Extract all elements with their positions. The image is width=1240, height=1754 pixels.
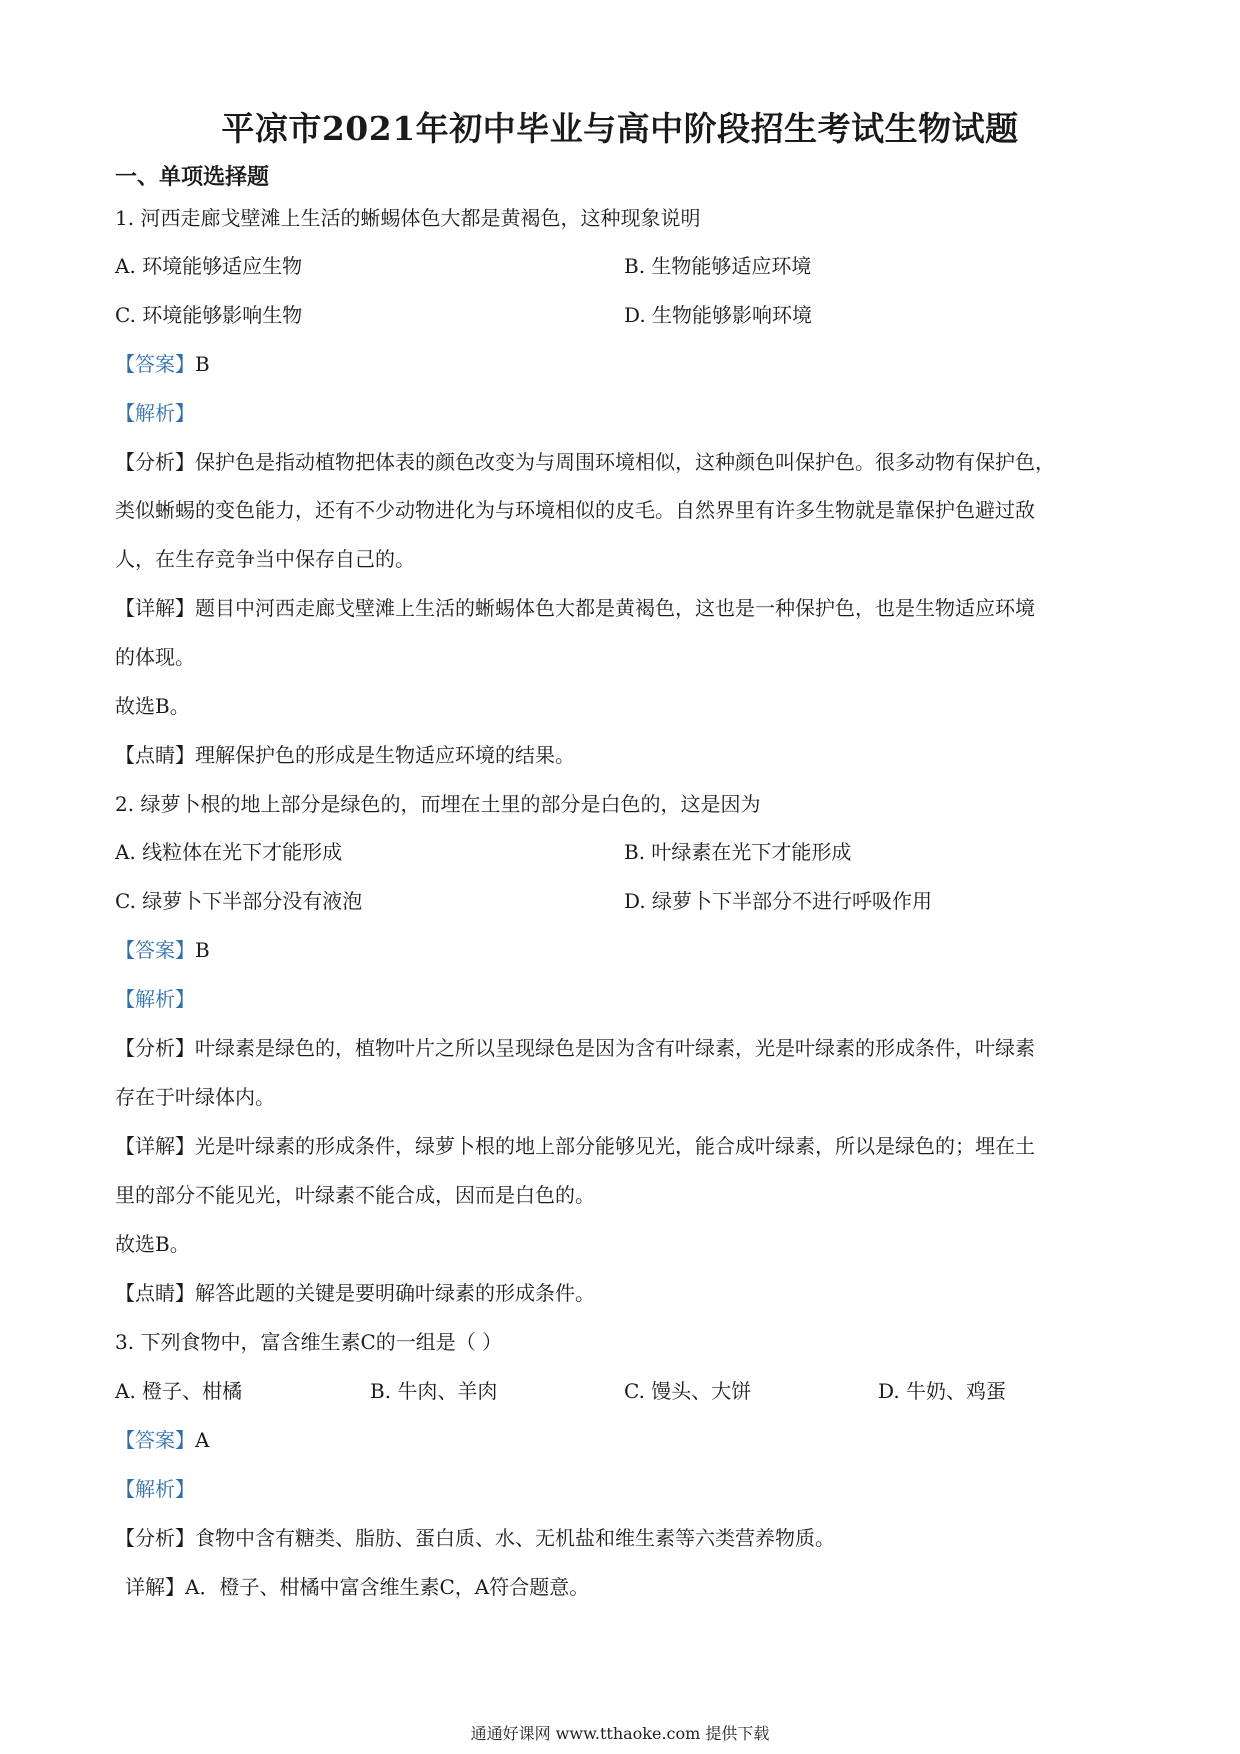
question-3-jiexi-label: 【解析】 [115,1477,195,1501]
question-2-analysis-1 [115,1034,1035,1062]
key-point-text: 理解保护色的形成是生物适应环境的结果。 [195,743,575,767]
answer-value: A [195,1428,210,1452]
question-1-detail-2: 的体现。 [115,645,195,669]
question-1-jiexi-label: 【解析】 [115,401,195,425]
detail-label: 【详解】 [115,596,195,620]
question-3-answer [115,1426,209,1454]
question-2-stem: 2. 绿萝卜根的地上部分是绿色的，而埋在土里的部分是白色的，这是因为 [115,792,761,816]
question-2-option-a: A. 线粒体在光下才能形成 [115,840,343,864]
page-title: 平凉市2021年初中毕业与高中阶段招生考试生物试题 [221,109,1019,148]
question-2-choice: 故选B。 [115,1232,190,1256]
answer-value: B [195,352,210,376]
question-2-analysis-2: 存在于叶绿体内。 [115,1085,275,1109]
analysis-text: 食物中含有糖类、脂肪、蛋白质、水、无机盐和维生素等六类营养物质。 [195,1526,835,1550]
question-2-jiexi-label: 【解析】 [115,987,195,1011]
question-1-option-c: C. 环境能够影响生物 [115,303,303,327]
question-2-key-point [115,1279,595,1307]
question-1-option-b: B. 生物能够适应环境 [624,254,812,278]
analysis-label: 【分析】 [115,1526,195,1550]
question-1-stem: 1. 河西走廊戈壁滩上生活的蜥蜴体色大都是黄褐色，这种现象说明 [115,206,701,230]
question-1-answer [115,350,210,378]
question-3-option-c: C. 馒头、大饼 [624,1379,752,1403]
analysis-label: 【分析】 [115,1036,195,1060]
question-1-option-a: A. 环境能够适应生物 [115,254,303,278]
key-point-label: 【点睛】 [115,743,195,767]
question-3-option-d: D. 牛奶、鸡蛋 [878,1379,1007,1403]
detail-label: 【详解】 [115,1134,195,1158]
key-point-text: 解答此题的关键是要明确叶绿素的形成条件。 [195,1281,595,1305]
analysis-text: 保护色是指动植物把体表的颜色改变为与周围环境相似，这种颜色叫保护色。很多动物有保护色， [195,450,1055,474]
question-3-option-b: B. 牛肉、羊肉 [370,1379,498,1403]
question-1-analysis-3: 人，在生存竞争当中保存自己的。 [115,547,415,571]
page-footer: 通通好课网 www.tthaoke.com 提供下载 [470,1724,770,1743]
question-3-stem: 3. 下列食物中，富含维生素C的一组是（ ） [115,1330,503,1354]
question-2-option-b: B. 叶绿素在光下才能形成 [624,840,852,864]
question-1-detail-1 [115,594,1035,622]
question-1-analysis-2: 类似蜥蜴的变色能力，还有不少动物进化为与环境相似的皮毛。自然界里有许多生物就是靠保护色避过敌 [115,498,1035,522]
question-2-detail-1 [115,1132,1035,1160]
question-3-option-a: A. 橙子、柑橘 [115,1379,243,1403]
analysis-label: 【分析】 [115,450,195,474]
key-point-label: 【点睛】 [115,1281,195,1305]
answer-label: 【答案】 [115,938,195,962]
question-1-choice: 故选B。 [115,694,190,718]
analysis-text: 叶绿素是绿色的，植物叶片之所以呈现绿色是因为含有叶绿素，光是叶绿素的形成条件，叶绿素 [195,1036,1035,1060]
question-3-analysis-1 [115,1524,835,1552]
answer-label: 【答案】 [115,352,195,376]
detail-text: 题目中河西走廊戈壁滩上生活的蜥蜴体色大都是黄褐色，这也是一种保护色，也是生物适应环境 [195,596,1035,620]
question-2-option-c: C. 绿萝卜下半部分没有液泡 [115,889,363,913]
question-3-detail: 详解】A．橙子、柑橘中富含维生素C，A符合题意。 [125,1575,590,1599]
answer-label: 【答案】 [115,1428,195,1452]
section-heading: 一、单项选择题 [115,164,270,190]
question-1-key-point [115,741,575,769]
question-1-analysis-1 [115,448,1055,476]
question-2-detail-2: 里的部分不能见光，叶绿素不能合成，因而是白色的。 [115,1183,595,1207]
detail-text: 光是叶绿素的形成条件，绿萝卜根的地上部分能够见光，能合成叶绿素，所以是绿色的；埋在土 [195,1134,1035,1158]
answer-value: B [195,938,210,962]
question-2-option-d: D. 绿萝卜下半部分不进行呼吸作用 [624,889,933,913]
question-1-option-d: D. 生物能够影响环境 [624,303,813,327]
question-2-answer [115,936,210,964]
